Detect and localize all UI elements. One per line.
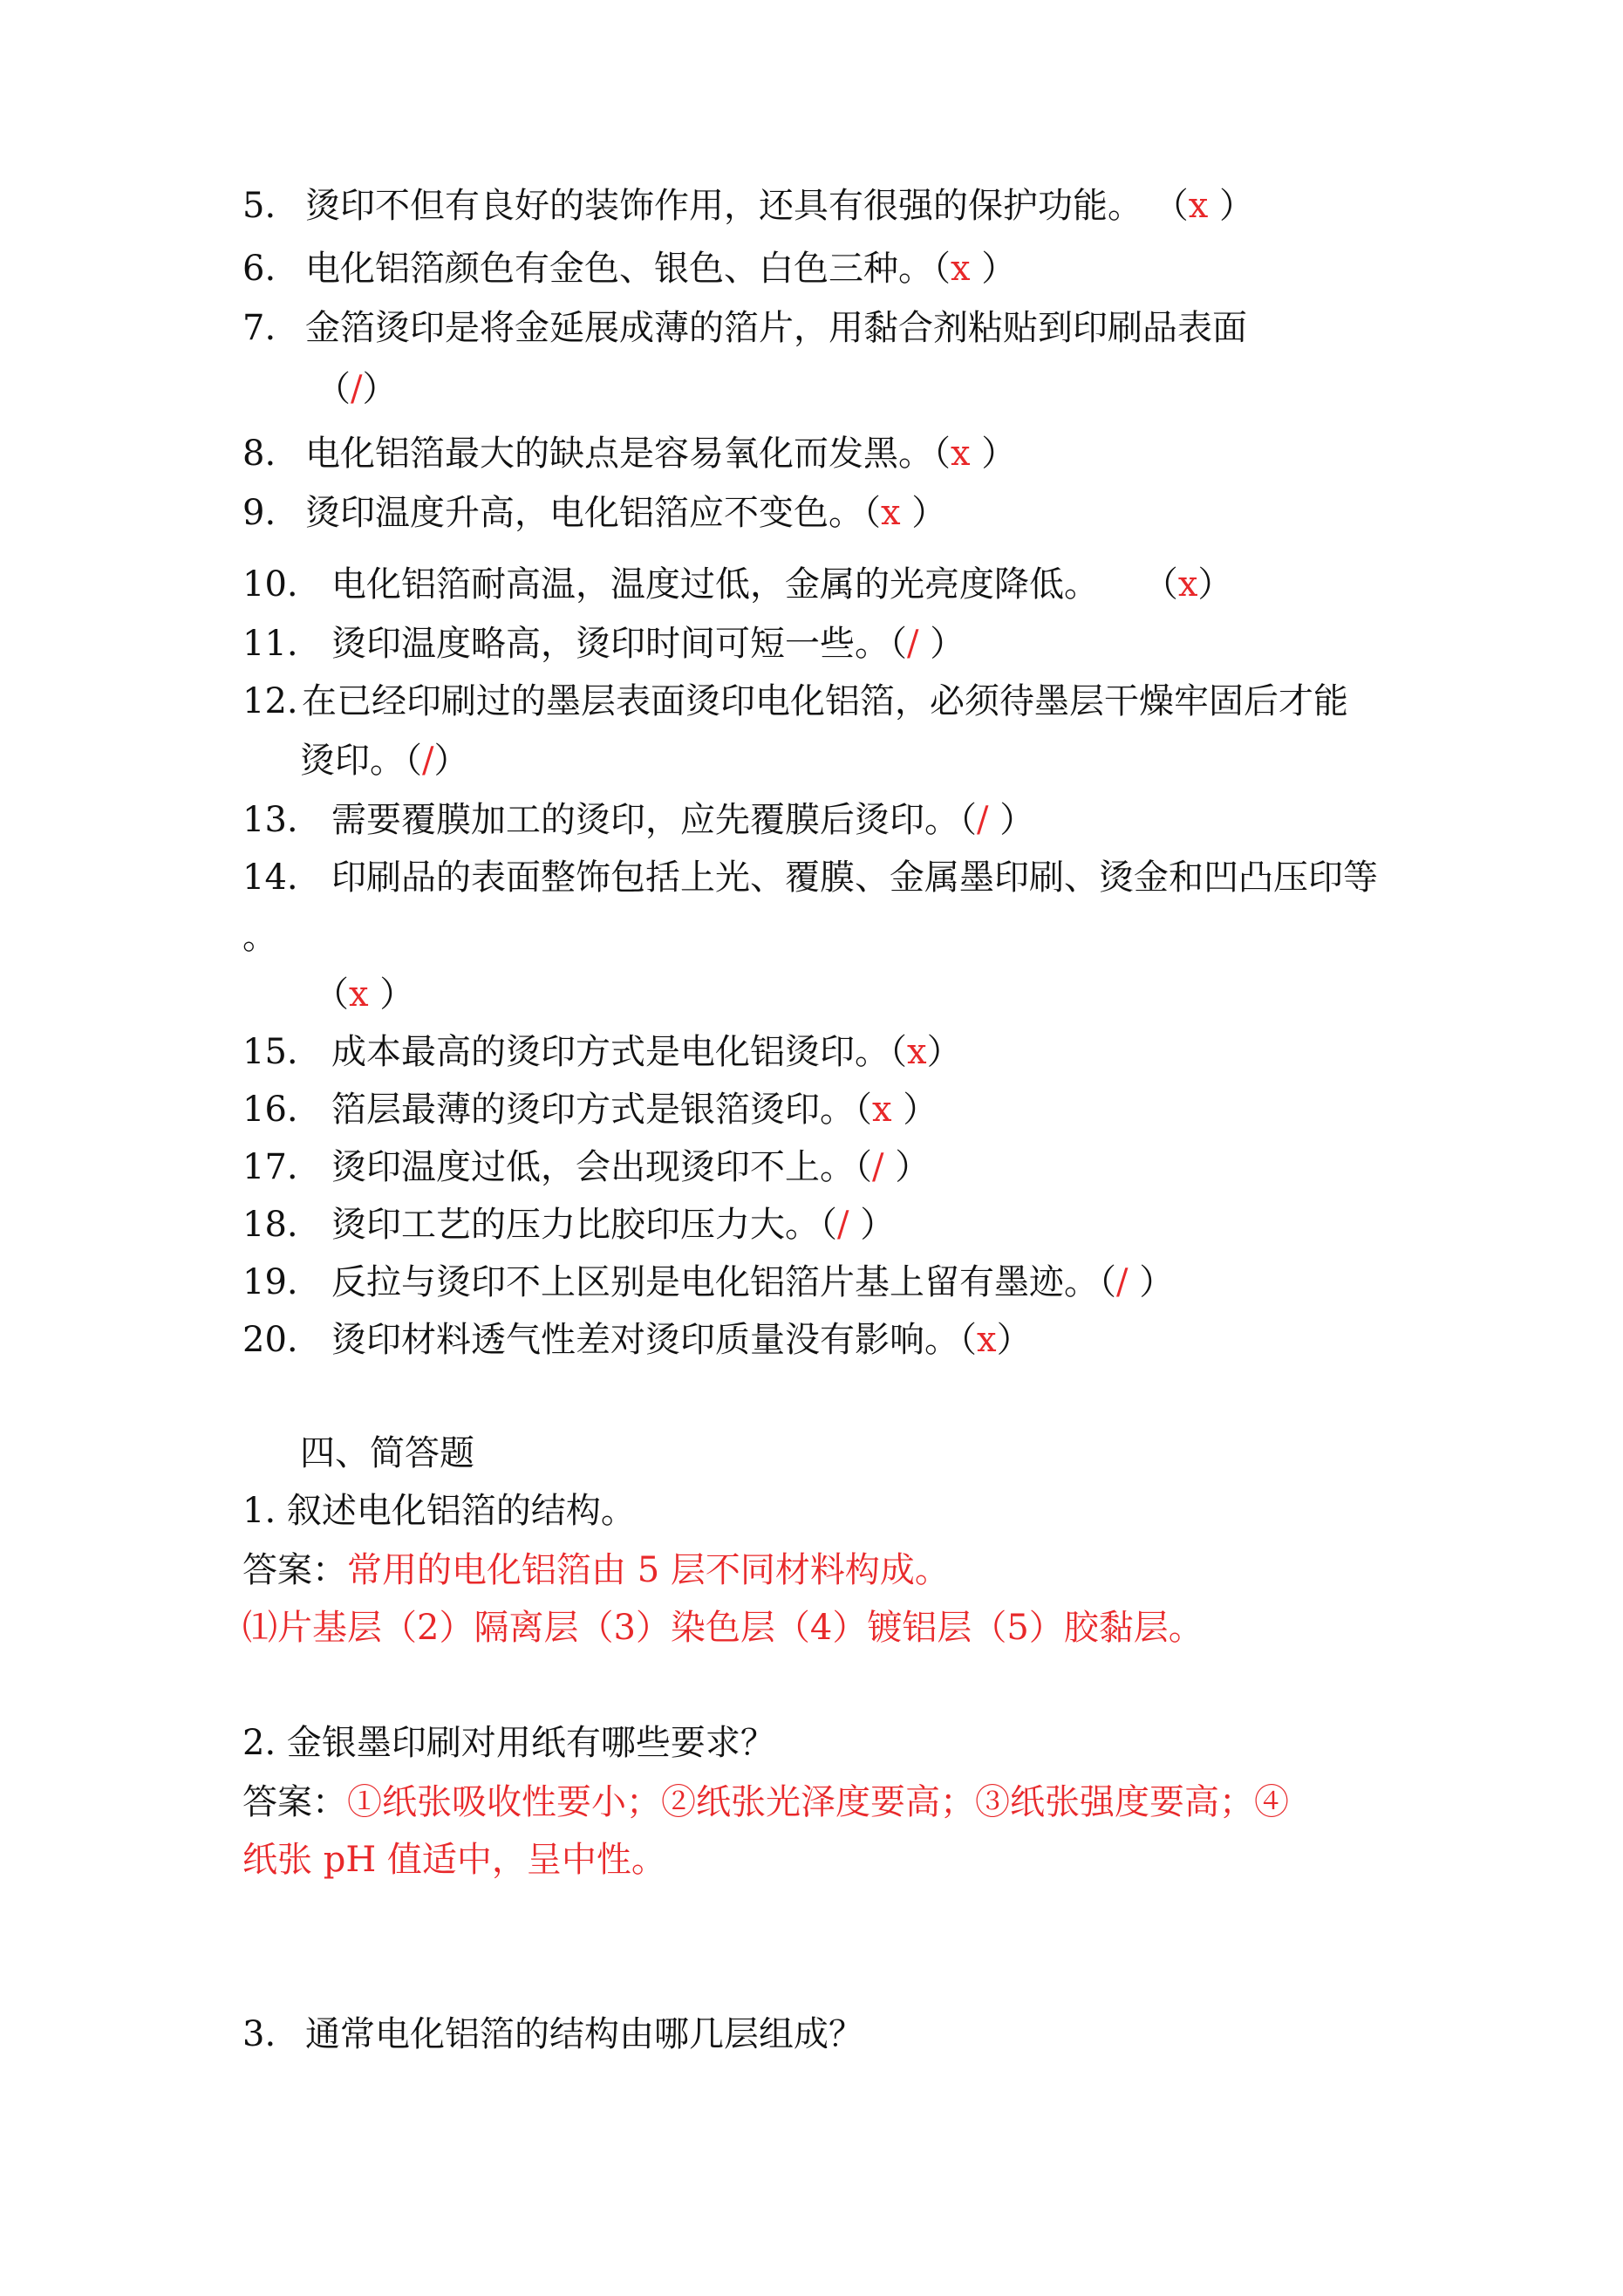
judgment-item-17 — [242, 1145, 1498, 1190]
answer-bracket-open: （ — [820, 1205, 837, 1245]
item-number: 6. — [242, 249, 276, 289]
short-answer-2-answer — [242, 1780, 1498, 1825]
judgment-item-10 — [242, 562, 1498, 607]
answer-bracket-close: ） — [883, 1147, 931, 1187]
item-text: 烫印温度略高，烫印时间可短一些。 — [331, 624, 890, 664]
answer-bracket-open: （ — [316, 369, 351, 409]
short-answer-question-2 — [242, 1720, 1498, 1766]
item-text: 印刷品的表面整饰包括上光、覆膜、金属墨印刷、烫金和凹凸压印等 — [331, 858, 1378, 898]
item-number: 9. — [242, 493, 276, 533]
answer-bracket-open: （ — [959, 800, 977, 840]
answer-mark: / — [907, 624, 919, 664]
item-number: 14. — [242, 858, 298, 898]
answer-mark: x — [977, 1320, 997, 1360]
short-answer-1-answer — [242, 1548, 1498, 1593]
answer-bracket-close: ） — [362, 369, 398, 409]
answer-mark: x — [951, 249, 971, 289]
answer-bracket-close: ） — [368, 974, 415, 1015]
judgment-item-9 — [242, 490, 1498, 536]
answer-text: 常用的电化铝箔由 5 层不同材料构成。 — [347, 1550, 950, 1590]
judgment-item-18 — [242, 1202, 1498, 1247]
judgment-item-12 — [242, 679, 1498, 724]
judgment-item-14-answer — [314, 972, 1570, 1017]
item-number: 7. — [242, 308, 276, 348]
judgment-item-11 — [242, 621, 1498, 666]
item-number: 11. — [242, 624, 298, 664]
item-number: 13. — [242, 800, 298, 840]
short-answer-question-1 — [242, 1488, 1498, 1534]
item-number: 20. — [242, 1320, 298, 1360]
judgment-item-13 — [242, 797, 1498, 843]
judgment-item-5 — [242, 183, 1498, 229]
judgment-item-12-cont — [300, 738, 1556, 783]
answer-bracket-close: ） — [970, 249, 1017, 289]
short-answer-question-3 — [242, 2012, 1498, 2057]
answer-bracket-open: （ — [890, 624, 907, 664]
item-number: 17. — [242, 1147, 298, 1187]
answer-bracket-open: （ — [1142, 564, 1178, 605]
answer-bracket-close: ） — [849, 1205, 896, 1245]
answer-mark: / — [422, 741, 434, 781]
answer-bracket-close: ） — [1197, 564, 1233, 605]
item-number: 5. — [242, 186, 276, 226]
question-text: 1. 叙述电化铝箔的结构。 — [242, 1491, 636, 1531]
short-answer-1-answer-cont — [242, 1605, 1498, 1650]
judgment-item-19 — [242, 1260, 1498, 1305]
answer-bracket-close: ） — [900, 493, 947, 533]
answer-bracket-close: ） — [988, 800, 1035, 840]
answer-bracket-open: （ — [855, 1090, 872, 1130]
answer-bracket-close: ） — [1128, 1262, 1175, 1302]
item-number: 15. — [242, 1032, 298, 1072]
answer-bracket-close: ） — [1208, 186, 1254, 226]
answer-bracket-open: （ — [933, 249, 951, 289]
answer-bracket-open: （ — [890, 1032, 907, 1072]
answer-bracket-open: （ — [863, 493, 881, 533]
judgment-item-14-cont — [242, 914, 1498, 960]
judgment-item-15 — [242, 1029, 1498, 1075]
short-answer-2-answer-cont — [242, 1837, 1498, 1883]
answer-bracket-open: （ — [314, 974, 349, 1015]
answer-bracket-close: ） — [433, 741, 469, 781]
judgment-item-20 — [242, 1317, 1498, 1363]
judgment-item-8 — [242, 431, 1498, 476]
answer-bracket-open: （ — [1153, 186, 1189, 226]
item-text: 在已经印刷过的墨层表面烫印电化铝箔，必须待墨层干燥牢固后才能 — [302, 681, 1348, 721]
item-text: 电化铝箔耐高温，温度过低，金属的光亮度降低。 — [331, 564, 1099, 605]
answer-bracket-open: （ — [959, 1320, 977, 1360]
answer-text: ①纸张吸收性要小；②纸张光泽度要高；③纸张强度要高；④ — [347, 1782, 1289, 1822]
answer-bracket-close: ） — [970, 434, 1017, 474]
answer-bracket-close: ） — [996, 1320, 1032, 1360]
judgment-item-16 — [242, 1087, 1498, 1132]
item-text: 烫印材料透气性差对烫印质量没有影响。 — [331, 1320, 959, 1360]
answer-mark: x — [872, 1090, 892, 1130]
item-number: 19. — [242, 1262, 298, 1302]
answer-label: 答案： — [242, 1550, 347, 1590]
item-text-continued: 。 — [242, 917, 277, 957]
answer-bracket-open: （ — [855, 1147, 872, 1187]
item-text-continued: 烫印。 — [300, 741, 405, 781]
answer-bracket-open: （ — [933, 434, 951, 474]
item-number: 10. — [242, 564, 298, 605]
item-text: 烫印温度升高，电化铝箔应不变色。 — [305, 493, 863, 533]
answer-bracket-open: （ — [1099, 1262, 1116, 1302]
section-heading — [300, 1431, 1556, 1476]
answer-bracket-open: （ — [405, 741, 422, 781]
item-number: 12. — [242, 681, 298, 721]
answer-mark: / — [837, 1205, 849, 1245]
question-text: 通常电化铝箔的结构由哪几层组成？ — [305, 2014, 863, 2054]
item-text: 烫印不但有良好的装饰作用，还具有很强的保护功能。 — [305, 186, 1142, 226]
answer-text-continued: 纸张 pH 值适中，呈中性。 — [242, 1840, 666, 1880]
judgment-item-14 — [242, 855, 1498, 900]
answer-bracket-close: ） — [918, 624, 965, 664]
item-number: 16. — [242, 1090, 298, 1130]
answer-label: 答案： — [242, 1782, 347, 1822]
item-text: 烫印工艺的压力比胶印压力大。 — [331, 1205, 820, 1245]
item-text: 需要覆膜加工的烫印，应先覆膜后烫印。 — [331, 800, 959, 840]
item-text: 成本最高的烫印方式是电化铝烫印。 — [331, 1032, 890, 1072]
answer-mark: / — [351, 369, 363, 409]
judgment-item-7 — [242, 305, 1498, 351]
item-text: 电化铝箔颜色有金色、银色、白色三种。 — [305, 249, 933, 289]
answer-mark: x — [951, 434, 971, 474]
judgment-item-6 — [242, 246, 1498, 291]
question-text: 2. 金银墨印刷对用纸有哪些要求？ — [242, 1723, 775, 1763]
item-number: 3. — [242, 2014, 276, 2054]
answer-mark: x — [1177, 564, 1198, 605]
answer-mark: x — [907, 1032, 927, 1072]
answer-mark: / — [977, 800, 989, 840]
item-number: 18. — [242, 1205, 298, 1245]
answer-mark: x — [349, 974, 369, 1015]
answer-mark: x — [1188, 186, 1209, 226]
item-text: 金箔烫印是将金延展成薄的箔片，用黏合剂粘贴到印刷品表面 — [305, 308, 1247, 348]
item-text: 箔层最薄的烫印方式是银箔烫印。 — [331, 1090, 855, 1130]
judgment-item-7-answer — [316, 366, 1572, 412]
answer-text-continued: ⑴片基层（2）隔离层（3）染色层（4）镀铝层（5）胶黏层。 — [242, 1608, 1204, 1648]
section-heading-text: 四、简答题 — [300, 1433, 474, 1473]
answer-mark: / — [872, 1147, 884, 1187]
answer-bracket-close: ） — [926, 1032, 962, 1072]
answer-mark: x — [881, 493, 901, 533]
item-text: 反拉与烫印不上区别是电化铝箔片基上留有墨迹。 — [331, 1262, 1099, 1302]
answer-mark: / — [1116, 1262, 1129, 1302]
item-text: 电化铝箔最大的缺点是容易氧化而发黑。 — [305, 434, 933, 474]
item-text: 烫印温度过低，会出现烫印不上。 — [331, 1147, 855, 1187]
answer-bracket-close: ） — [891, 1090, 938, 1130]
item-number: 8. — [242, 434, 276, 474]
